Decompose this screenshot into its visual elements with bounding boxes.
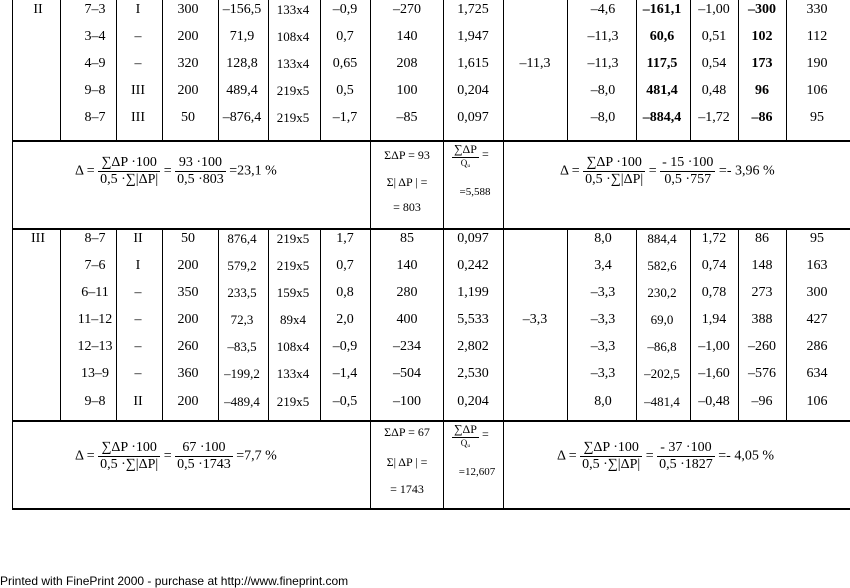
section3-cell-r5: 582,6 [647, 258, 677, 273]
section3-cell-c2: II [133, 394, 143, 409]
table-rule [443, 228, 444, 420]
section2-sum-abs-label: Σ| ΔP | = [386, 175, 428, 189]
section3-cell-r5: 69,0 [650, 312, 674, 327]
section3-cell-r4: –3,3 [590, 339, 616, 354]
table-rule [12, 420, 13, 508]
section2-cell-r6: 0,51 [701, 29, 727, 44]
section3-cell-c2: – [134, 339, 142, 354]
section3-sum-abs-label: Σ| ΔP | = [386, 455, 428, 469]
table-rule [12, 140, 850, 142]
section3-cell-seg: 9–8 [84, 394, 106, 409]
section3-cell-r7: –96 [751, 394, 773, 409]
section3-cell-dp: 280 [396, 285, 418, 300]
section2-cell-r8: 330 [806, 2, 828, 17]
section2-cell-r4: –8,0 [590, 83, 616, 98]
section2-cell-r8: 106 [806, 83, 828, 98]
section2-cell-dp: –270 [393, 2, 421, 17]
section2-cell-dp: 140 [396, 29, 418, 44]
section2-cell-flow: –156,5 [222, 2, 262, 17]
table-rule [503, 228, 504, 420]
section2-cell-r4: –8,0 [590, 110, 616, 125]
section2-cell-r5: –161,1 [642, 2, 682, 17]
section3-cell-c2: I [135, 258, 141, 273]
section3-cell-q: 1,199 [457, 285, 489, 300]
section3-cell-h: –1,4 [332, 366, 358, 381]
table-rule [443, 140, 444, 228]
section3-dp-over-q: $\frac{\sum\Delta P}{\text{Qᵤ}}$ = [454, 422, 489, 448]
table-rule [268, 228, 269, 420]
section2-cell-r6: 0,54 [701, 56, 727, 71]
section2-delta-q: –11,3 [519, 56, 551, 71]
section2-dp-over-q: $\frac{\sum\Delta P}{\text{Qᵤ}}$ = [454, 142, 489, 168]
section2-cell-c2: – [134, 29, 142, 44]
table-rule [370, 228, 371, 420]
table-rule [443, 0, 444, 140]
section3-delta-q: –3,3 [522, 312, 548, 327]
table-rule [60, 0, 61, 140]
table-rule [218, 0, 219, 140]
section3-cell-flow: 233,5 [227, 285, 257, 300]
table-rule [320, 228, 321, 420]
section3-cell-r8: 95 [810, 231, 824, 246]
section3-cell-seg: 7–6 [84, 258, 106, 273]
section2-cell-r4: –11,3 [587, 56, 619, 71]
section3-cell-pipe: 219x5 [276, 231, 310, 246]
section2-cell-flow: 128,8 [226, 56, 258, 71]
section2-cell-r8: 95 [810, 110, 824, 125]
section2-cell-q: 1,725 [457, 2, 489, 17]
section2-cell-seg: 8–7 [84, 110, 106, 125]
section2-cell-seg: 3–4 [84, 29, 106, 44]
section2-cell-pipe: 219x5 [276, 110, 310, 125]
table-rule [370, 420, 371, 508]
section3-label: III [31, 231, 45, 246]
section2-cell-h: 0,65 [332, 56, 358, 71]
section2-sum-abs-value: = 803 [393, 200, 421, 214]
section3-cell-flow: 72,3 [230, 312, 254, 327]
section3-cell-r4: 8,0 [594, 231, 612, 246]
section2-label: II [33, 2, 43, 17]
section2-cell-seg: 4–9 [84, 56, 106, 71]
section3-cell-pipe: 133x4 [276, 366, 310, 381]
section3-cell-flow: –489,4 [224, 394, 260, 409]
section2-accuracy-formula-right: Δ = $\frac{\sum\Delta P \cdot 100}{0,5 \cdot\sum|\Delta P|}$ = $\frac{- 15 \cdot 100}{0,5 \cdot 757}$ =- 3,96 % [560, 155, 775, 187]
section2-cell-c2: III [131, 110, 145, 125]
section2-cell-r6: –1,00 [698, 2, 730, 17]
section3-cell-q: 5,533 [457, 312, 489, 327]
section2-cell-q: 0,097 [457, 110, 489, 125]
section2-cell-r7: –86 [751, 110, 773, 125]
table-rule [370, 140, 371, 228]
section3-cell-seg: 8–7 [84, 231, 106, 246]
section3-accuracy-formula-right: Δ = $\frac{\sum\Delta P \cdot 100}{0,5 \cdot\sum|\Delta P|}$ = $\frac{- 37 \cdot 100}{0,5 \cdot 1827}$ =- 4,05 % [557, 440, 774, 472]
section2-cell-pipe: 133x4 [276, 56, 310, 71]
section3-cell-flow: 579,2 [227, 258, 257, 273]
section3-cell-r8: 163 [806, 258, 828, 273]
section2-cell-dp: 208 [396, 56, 418, 71]
section3-cell-r4: –3,3 [590, 285, 616, 300]
section3-cell-r6: 1,72 [701, 231, 727, 246]
section3-cell-l: 50 [181, 231, 195, 246]
section3-cell-h: 0,8 [336, 285, 354, 300]
table-rule [12, 140, 13, 228]
table-rule [116, 228, 117, 420]
section2-cell-l: 50 [181, 110, 195, 125]
table-rule [162, 228, 163, 420]
table-rule [116, 0, 117, 140]
section3-cell-r8: 286 [806, 339, 828, 354]
section2-cell-r8: 190 [806, 56, 828, 71]
section3-cell-r7: 148 [751, 258, 773, 273]
section3-cell-h: –0,5 [332, 394, 358, 409]
section3-cell-r7: –260 [748, 339, 776, 354]
section3-cell-r6: –1,00 [698, 339, 730, 354]
section3-cell-l: 200 [177, 312, 199, 327]
section3-cell-r8: 634 [806, 366, 828, 381]
section2-cell-r7: 173 [751, 56, 773, 71]
section3-cell-r8: 106 [806, 394, 828, 409]
section3-cell-r7: 273 [751, 285, 773, 300]
section3-cell-dp: 85 [400, 231, 414, 246]
section2-cell-r5: 481,4 [646, 83, 678, 98]
section3-cell-r5: –481,4 [644, 394, 680, 409]
section3-cell-dp: –100 [393, 394, 421, 409]
table-rule [503, 420, 504, 508]
section3-cell-r6: –1,60 [698, 366, 730, 381]
section3-cell-dp: –234 [393, 339, 421, 354]
section3-cell-pipe: 219x5 [276, 258, 310, 273]
section3-cell-q: 2,802 [457, 339, 489, 354]
section3-cell-h: –0,9 [332, 339, 358, 354]
table-rule [503, 0, 504, 140]
section3-cell-dp: –504 [393, 366, 421, 381]
section3-cell-r6: 1,94 [701, 312, 727, 327]
table-rule [786, 0, 787, 140]
section2-cell-r4: –11,3 [587, 29, 619, 44]
section3-cell-pipe: 89x4 [280, 312, 306, 327]
section2-dp-over-q-value: =5,588 [459, 186, 491, 198]
section3-cell-r7: 388 [751, 312, 773, 327]
section2-cell-seg: 7–3 [84, 2, 106, 17]
section3-cell-pipe: 108x4 [276, 339, 310, 354]
section3-cell-c2: – [134, 366, 142, 381]
section2-cell-h: –0,9 [332, 2, 358, 17]
section3-cell-h: 0,7 [336, 258, 354, 273]
section3-cell-h: 1,7 [336, 231, 354, 246]
section3-cell-q: 0,204 [457, 394, 489, 409]
section3-cell-pipe: 219x5 [276, 394, 310, 409]
section3-cell-c2: – [134, 285, 142, 300]
table-rule [567, 228, 568, 420]
table-rule [690, 228, 691, 420]
section2-cell-flow: –876,4 [222, 110, 262, 125]
section2-cell-r7: –300 [748, 2, 776, 17]
section2-cell-l: 300 [177, 2, 199, 17]
table-rule [12, 420, 850, 422]
section2-cell-h: 0,5 [336, 83, 354, 98]
section3-cell-l: 350 [177, 285, 199, 300]
section3-cell-q: 2,530 [457, 366, 489, 381]
section3-cell-r6: 0,78 [701, 285, 727, 300]
section3-cell-flow: –199,2 [224, 366, 260, 381]
section2-sum-dp: ΣΔP = 93 [384, 148, 430, 162]
section3-cell-dp: 400 [396, 312, 418, 327]
section2-cell-c2: III [131, 83, 145, 98]
table-rule [503, 140, 504, 228]
section3-cell-r4: 3,4 [594, 258, 612, 273]
section3-cell-r8: 427 [806, 312, 828, 327]
section2-cell-h: –1,7 [332, 110, 358, 125]
print-footer: Printed with FinePrint 2000 - purchase at http://www.fineprint.com [0, 574, 349, 588]
table-rule [218, 228, 219, 420]
table-rule [738, 0, 739, 140]
section3-cell-flow: 876,4 [227, 231, 257, 246]
section2-cell-c2: I [135, 2, 141, 17]
section3-cell-r8: 300 [806, 285, 828, 300]
section3-dp-over-q-value: =12,607 [458, 466, 496, 478]
section3-cell-flow: –83,5 [227, 339, 257, 354]
section3-cell-seg: 6–11 [81, 285, 109, 300]
section3-cell-r4: –3,3 [590, 312, 616, 327]
section3-cell-r5: –86,8 [647, 339, 677, 354]
section2-cell-q: 1,615 [457, 56, 489, 71]
section3-cell-h: 2,0 [336, 312, 354, 327]
table-rule [60, 228, 61, 420]
table-rule [738, 228, 739, 420]
section2-cell-r5: –884,4 [642, 110, 682, 125]
section2-cell-h: 0,7 [336, 29, 354, 44]
table-rule [12, 0, 13, 140]
section3-cell-l: 200 [177, 394, 199, 409]
section2-cell-pipe: 133x4 [276, 2, 310, 17]
section3-cell-r5: –202,5 [644, 366, 680, 381]
section2-cell-r7: 102 [751, 29, 773, 44]
section3-cell-q: 0,242 [457, 258, 489, 273]
section3-cell-r5: 230,2 [647, 285, 677, 300]
section2-accuracy-formula-left: Δ = $\frac{\sum\Delta P \cdot 100}{0,5 \cdot\sum|\Delta P|}$ = $\frac{93 \cdot 100}{0,5 \cdot 803}$ =23,1 % [75, 155, 277, 187]
section3-cell-seg: 13–9 [81, 366, 109, 381]
section3-cell-c2: II [133, 231, 143, 246]
section2-cell-r8: 112 [806, 29, 828, 44]
section3-cell-seg: 12–13 [77, 339, 113, 354]
section2-cell-q: 0,204 [457, 83, 489, 98]
section2-cell-l: 200 [177, 83, 199, 98]
section2-cell-seg: 9–8 [84, 83, 106, 98]
section3-cell-seg: 11–12 [77, 312, 113, 327]
section2-cell-flow: 71,9 [229, 29, 255, 44]
table-rule [690, 0, 691, 140]
section2-cell-c2: – [134, 56, 142, 71]
section2-cell-l: 320 [177, 56, 199, 71]
table-rule [320, 0, 321, 140]
section3-cell-l: 200 [177, 258, 199, 273]
section3-sum-dp: ΣΔP = 67 [384, 425, 430, 439]
section2-cell-r6: –1,72 [698, 110, 730, 125]
section2-cell-r4: –4,6 [590, 2, 616, 17]
table-rule [370, 0, 371, 140]
section2-cell-dp: –85 [396, 110, 418, 125]
section2-cell-l: 200 [177, 29, 199, 44]
section3-cell-r4: –3,3 [590, 366, 616, 381]
table-rule [12, 228, 850, 230]
section2-cell-r5: 60,6 [649, 29, 675, 44]
section3-cell-r4: 8,0 [594, 394, 612, 409]
section2-cell-r7: 96 [755, 83, 769, 98]
section2-cell-flow: 489,4 [226, 83, 258, 98]
table-rule [12, 228, 13, 420]
table-rule [786, 228, 787, 420]
section2-cell-dp: 100 [396, 83, 418, 98]
table-rule [268, 0, 269, 140]
table-rule [443, 420, 444, 508]
table-rule [636, 228, 637, 420]
table-rule [567, 0, 568, 140]
section2-cell-pipe: 108x4 [276, 29, 310, 44]
table-rule [162, 0, 163, 140]
section3-cell-l: 360 [177, 366, 199, 381]
section3-cell-q: 0,097 [457, 231, 489, 246]
section3-cell-pipe: 159x5 [276, 285, 310, 300]
section3-cell-r6: 0,74 [701, 258, 727, 273]
section3-sum-abs-value: = 1743 [390, 482, 424, 496]
section2-cell-q: 1,947 [457, 29, 489, 44]
section3-accuracy-formula-left: Δ = $\frac{\sum\Delta P \cdot 100}{0,5 \cdot\sum|\Delta P|}$ = $\frac{67 \cdot 100}{0,5 \cdot 1743}$ =7,7 % [75, 440, 277, 472]
section3-cell-dp: 140 [396, 258, 418, 273]
section3-cell-r5: 884,4 [647, 231, 677, 246]
section2-cell-r5: 117,5 [646, 56, 678, 71]
section3-cell-r6: –0,48 [698, 394, 730, 409]
table-rule [636, 0, 637, 140]
section2-cell-r6: 0,48 [701, 83, 727, 98]
table-rule [12, 508, 850, 510]
section3-cell-r7: –576 [748, 366, 776, 381]
section3-cell-l: 260 [177, 339, 199, 354]
section3-cell-c2: – [134, 312, 142, 327]
section3-cell-r7: 86 [755, 231, 769, 246]
section2-cell-pipe: 219x5 [276, 83, 310, 98]
